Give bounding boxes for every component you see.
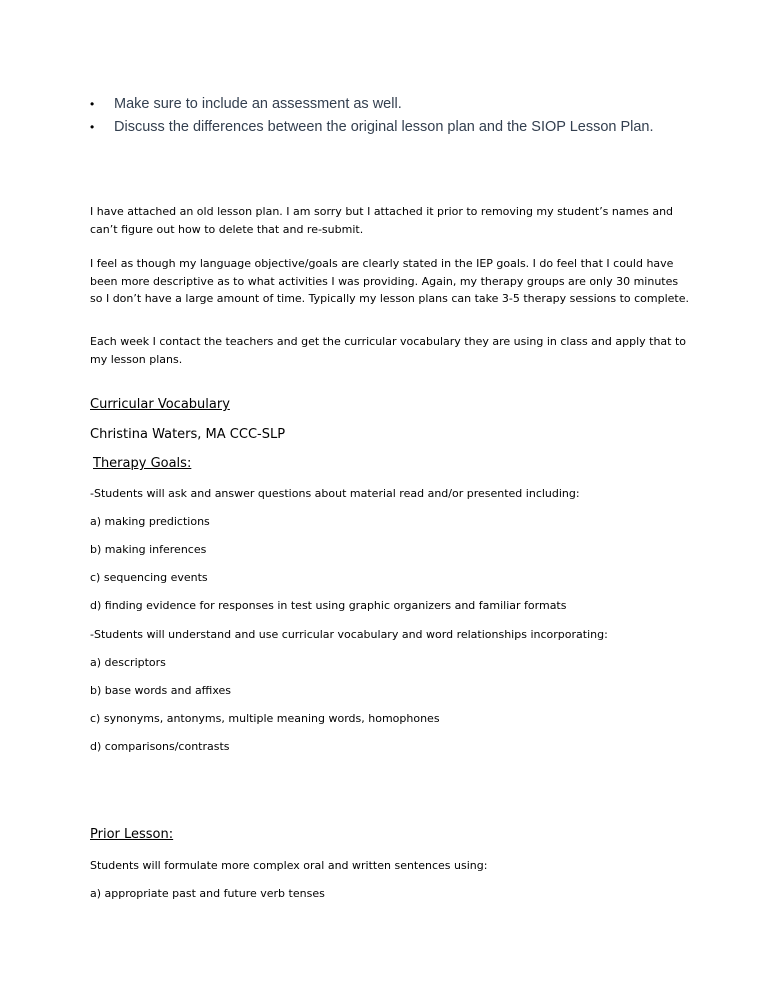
curricular-vocabulary-heading: Curricular Vocabulary: [90, 397, 230, 412]
bullet-item: [90, 95, 402, 113]
bullet-item: [90, 118, 654, 136]
author-name: Christina Waters, MA CCC-SLP: [90, 427, 286, 442]
goal-2-item: b) base words and affixes: [90, 684, 231, 697]
goal-2-intro: -Students will understand and use curricular vocabulary and word relationships incorporating:: [90, 628, 608, 641]
paragraph-weekly-contact: Each week I contact the teachers and get the curricular vocabulary they are using in class and apply that to my lesson plans.: [90, 335, 687, 366]
bullet-text: Discuss the differences between the original lesson plan and the SIOP Lesson Plan.: [114, 119, 654, 135]
prior-lesson-item: a) appropriate past and future verb tenses: [90, 887, 325, 900]
goal-2-item: a) descriptors: [90, 656, 166, 669]
goal-2-item: c) synonyms, antonyms, multiple meaning words, homophones: [90, 712, 440, 725]
paragraph-language-objectives: I feel as though my language objective/goals are clearly stated in the IEP goals. I do feel that I could have been more descriptive as to what activities I was providing. Again, my therapy groups are only 30 minutes so I don’t have a large amount of time. Typically my lesson plans can take 3-5 therapy sessions to complete.: [90, 257, 689, 306]
goal-1-item: c) sequencing events: [90, 571, 208, 584]
goal-1-item: d) finding evidence for responses in test using graphic organizers and familiar formats: [90, 599, 567, 612]
goal-1-item: a) making predictions: [90, 515, 210, 528]
paragraph-attached-plan: I have attached an old lesson plan. I am sorry but I attached it prior to removing my student’s names and can’t figure out how to delete that and re-submit.: [90, 205, 674, 236]
goal-1-intro: -Students will ask and answer questions about material read and/or presented including:: [90, 487, 580, 500]
bullet-dot-icon: •: [90, 97, 95, 111]
goal-2-item: d) comparisons/contrasts: [90, 740, 230, 753]
bullet-text: Make sure to include an assessment as well.: [114, 96, 402, 112]
goal-1-item: b) making inferences: [90, 543, 207, 556]
therapy-goals-heading: Therapy Goals:: [93, 456, 192, 471]
bullet-dot-icon: •: [90, 120, 95, 134]
prior-lesson-intro: Students will formulate more complex oral and written sentences using:: [90, 859, 488, 872]
prior-lesson-heading: Prior Lesson:: [90, 827, 174, 842]
